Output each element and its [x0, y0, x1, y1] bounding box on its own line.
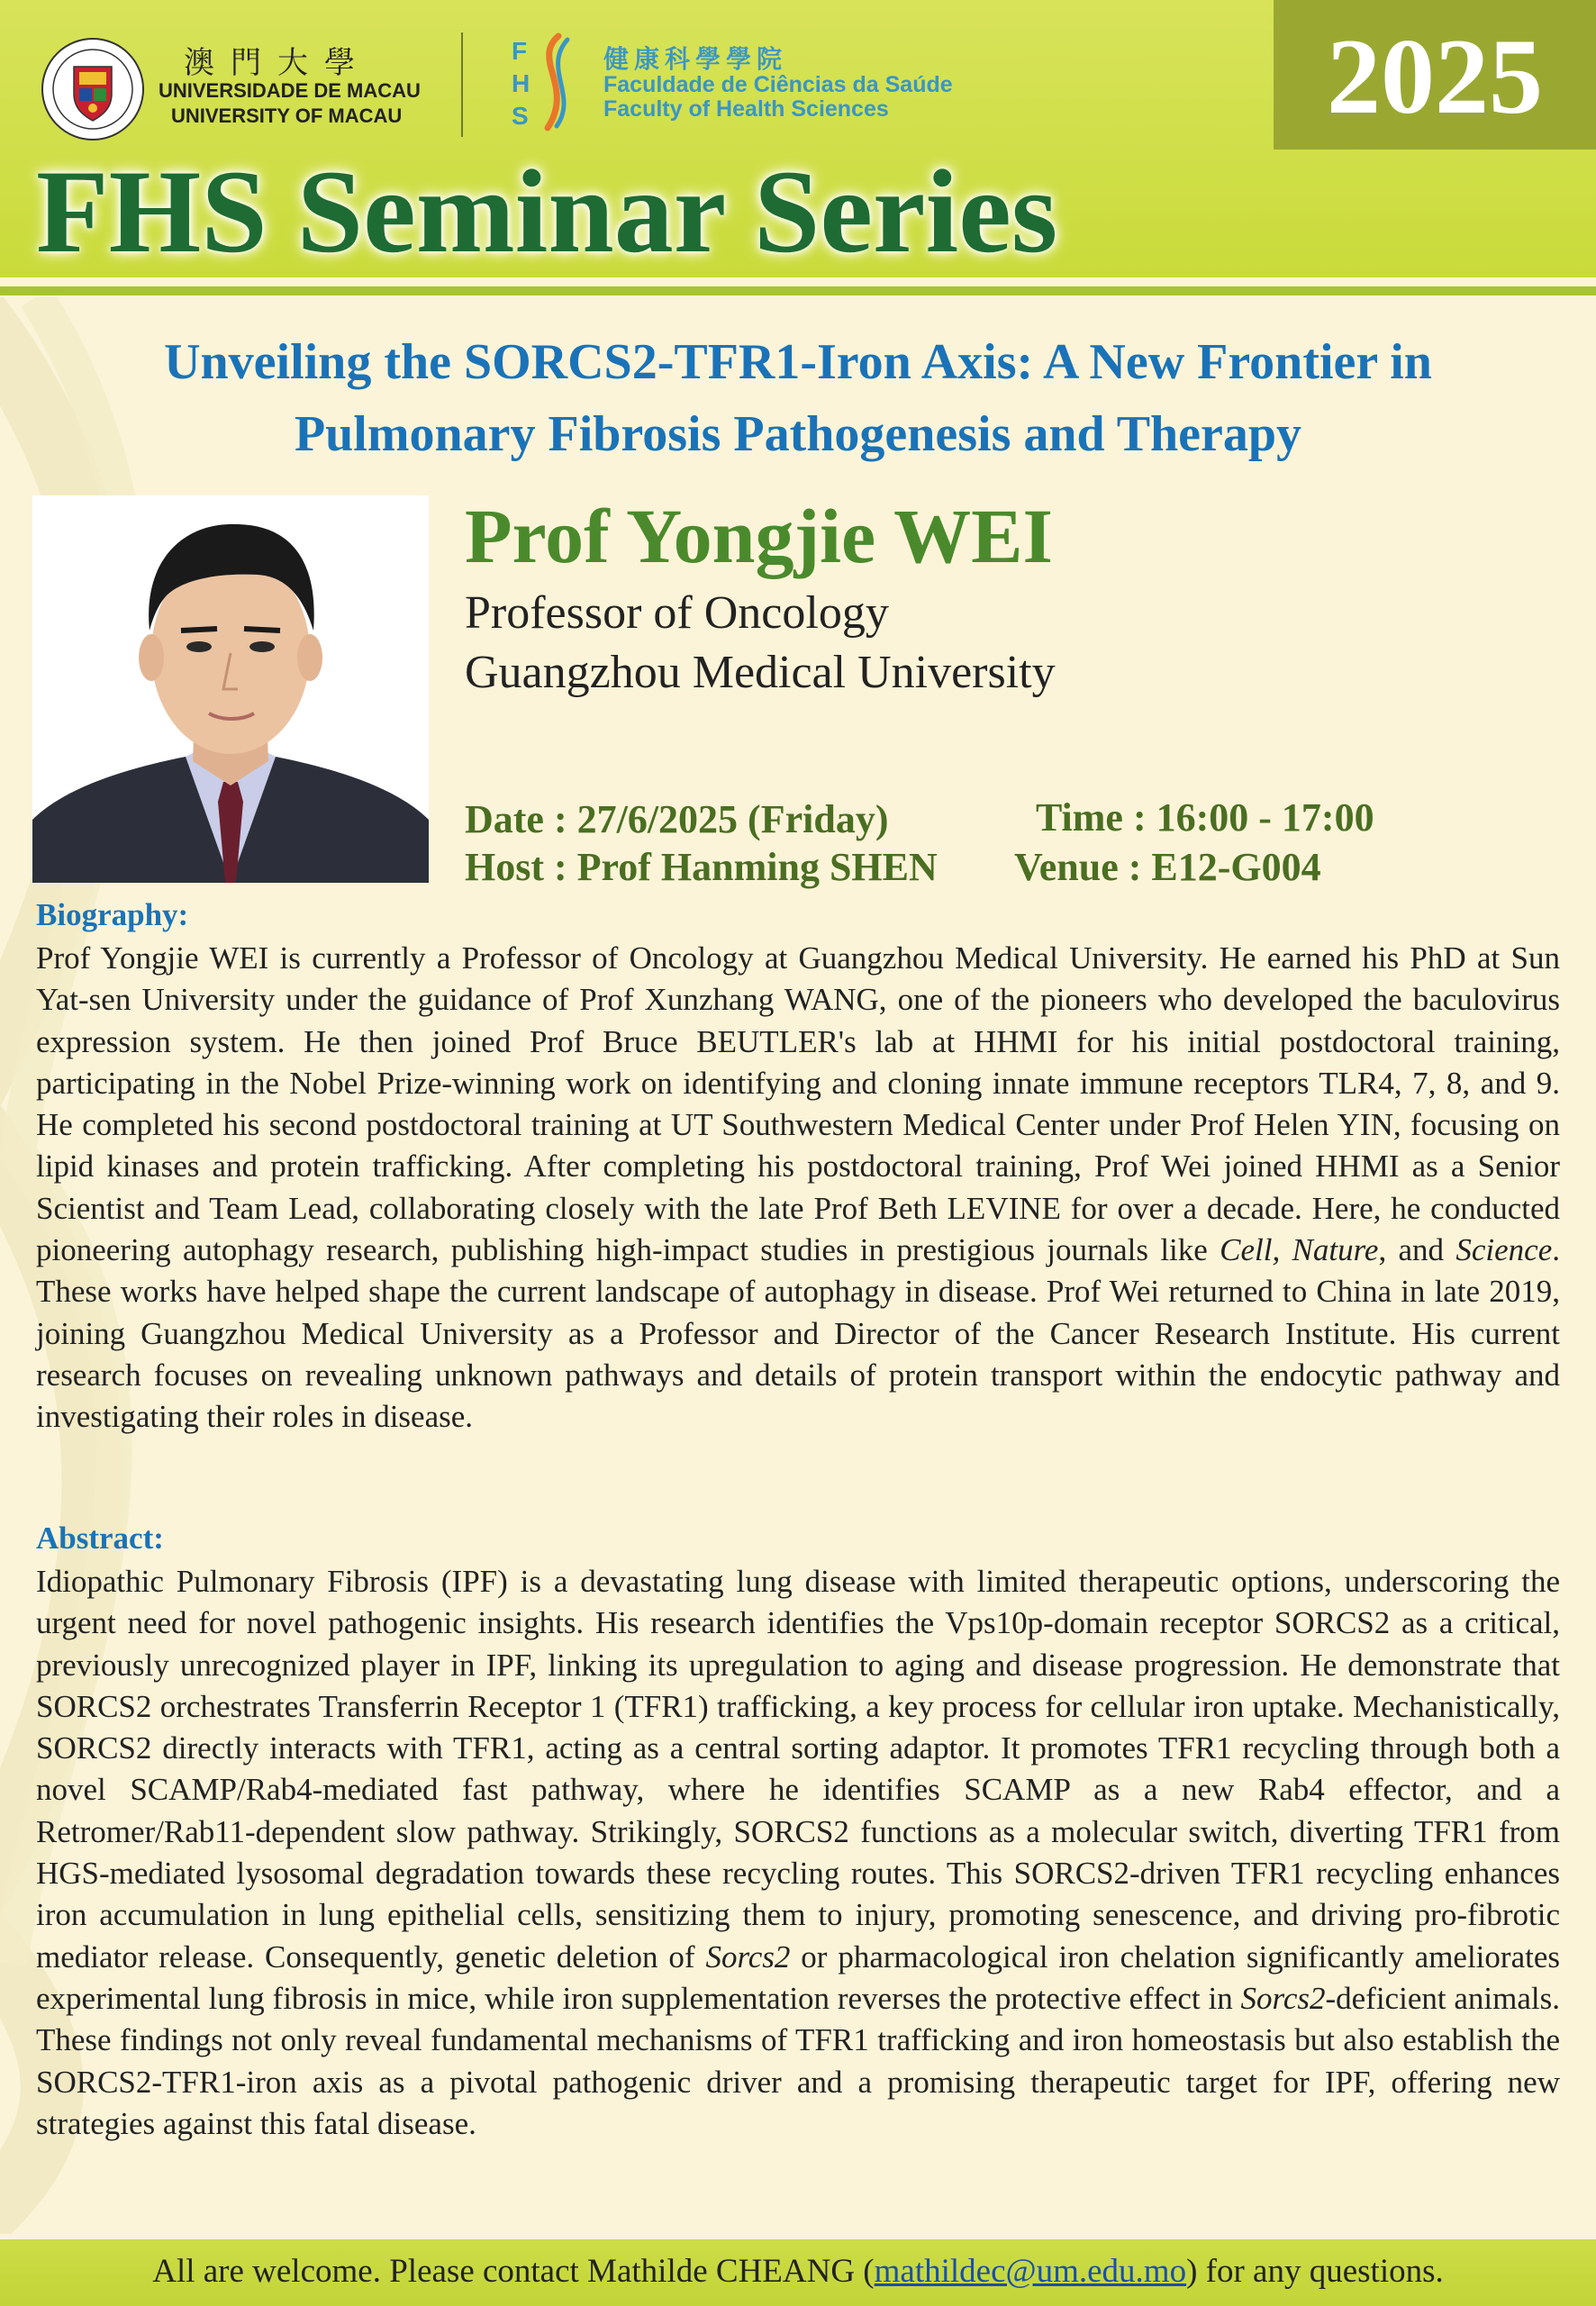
speaker-portrait-icon	[32, 495, 429, 883]
venue-label: Venue :	[1014, 845, 1142, 889]
talk-title	[36, 326, 1560, 470]
year-badge	[1274, 0, 1596, 150]
gene-name: Sorcs2	[1240, 1980, 1326, 2016]
logo-divider	[461, 32, 463, 137]
time-field	[1036, 793, 1374, 843]
speaker-affiliation: Guangzhou Medical University	[465, 647, 1056, 698]
venue-field	[1014, 842, 1321, 893]
um-name-english: UNIVERSITY OF MACAU	[171, 104, 403, 127]
fhs-name-chinese: 健康科學學院	[603, 44, 788, 74]
talk-title-line-1: Unveiling the SORCS2-TFR1-Iron Axis: A New Frontier in	[164, 334, 1432, 390]
journal-name: Science	[1455, 1232, 1553, 1268]
fhs-name-portuguese: Faculdade de Ciências da Saúde	[603, 72, 953, 97]
speaker-name: Prof Yongjie WEI	[465, 493, 1053, 579]
contact-email-link[interactable]: mathildec@um.edu.mo	[874, 2253, 1187, 2290]
abstract-text-part-2: or pharmacological iron chelation significantly ameliorates experimental lung fibrosis in mice, while iron supplementation reverses the protective effect in	[36, 1938, 1560, 2016]
svg-text:H: H	[512, 69, 530, 97]
abstract-text-part-3: -deficient animals. These findings not only reveal fundamental mechanisms of TFR1 trafficking and iron homeostasis but also establish the SORCS2-TFR1-iron axis as a pivotal pathogenic driver and a promising therapeutic target for IPF, offering new strategies against this fatal disease.	[36, 1980, 1560, 2141]
gene-name: Sorcs2	[705, 1938, 791, 1975]
year-text: 2025	[1327, 16, 1543, 136]
abstract-text-part-1: Idiopathic Pulmonary Fibrosis (IPF) is a devastating lung disease with limited therapeutic options, underscoring the urgent need for novel pathogenic insights. His research identifies the Vps10p-domain receptor SORCS2 as a critical, previously unrecognized player in IPF, linking its upregulation to aging and disease progression. He demonstrate that SORCS2 orchestrates Transferrin Receptor 1 (TFR1) trafficking, a key process for cellular iron uptake. Mechanistically, SORCS2 directly interacts with TFR1, acting as a central sorting adaptor. It promotes TFR1 recycling through both a novel SCAMP/Rab4-mediated fast pathway, where he identifies SCAMP as a new Rab4 effector, and a Retromer/Rab11-dependent slow pathway. Strikingly, SORCS2 functions as a molecular switch, diverting TFR1 from HGS-mediated lysosomal degradation towards these recycling routes. This SORCS2-driven TFR1 recycling enhances iron accumulation in lung epithelial cells, sensitizing them to injury, promoting senescence, and driving pro-fibrotic mediator release. Consequently, genetic deletion of	[36, 1564, 1560, 1975]
host-field	[465, 842, 938, 893]
fhs-dna-logo-icon	[504, 32, 576, 132]
time-label: Time :	[1036, 795, 1147, 840]
host-value: Prof Hanming SHEN	[576, 845, 938, 889]
speaker-role: Professor of Oncology	[465, 587, 889, 639]
footer-text	[0, 2252, 1596, 2291]
biography-heading: Biography:	[36, 897, 189, 932]
abstract-text	[36, 1561, 1560, 2145]
date-value: 27/6/2025 (Friday)	[576, 797, 889, 841]
abstract-heading: Abstract:	[36, 1521, 164, 1556]
journal-name: Cell, Nature	[1220, 1232, 1379, 1268]
svg-text:F: F	[512, 37, 528, 65]
um-name-portuguese: UNIVERSIDADE DE MACAU	[159, 79, 421, 102]
header-banner	[0, 0, 1596, 277]
um-name-chinese: 澳門大學	[184, 45, 371, 81]
host-label: Host :	[465, 845, 567, 889]
date-label: Date :	[465, 797, 567, 841]
footer-text-before: All are welcome. Please contact Mathilde CHEANG (	[152, 2253, 875, 2290]
time-value: 16:00 - 17:00	[1156, 795, 1374, 840]
biography-text-part-3: . These works have helped shape the current landscape of autophagy in disease. Prof Wei returned to China in late 2019, joining Guangzhou Medical University as a Professor and Director of the Cancer Research Institute. His current research focuses on revealing unknown pathways and details of protein transport within the endocytic pathway and investigating their roles in disease.	[36, 1232, 1560, 1435]
svg-text:S: S	[512, 102, 529, 130]
header-stripe	[0, 286, 1596, 295]
fhs-name-english: Faculty of Health Sciences	[603, 96, 889, 122]
venue-value: E12-G004	[1151, 845, 1321, 889]
date-field	[465, 794, 888, 845]
university-of-macau-crest-icon	[40, 36, 146, 142]
footer-text-after: ) for any questions.	[1186, 2253, 1444, 2290]
biography-text-part-2: , and	[1378, 1232, 1456, 1268]
series-title: FHS Seminar Series	[36, 145, 1058, 277]
footer-bar	[0, 2239, 1596, 2306]
talk-title-line-2: Pulmonary Fibrosis Pathogenesis and Therapy	[294, 406, 1302, 462]
biography-text	[36, 938, 1560, 1439]
biography-text-part-1: Prof Yongjie WEI is currently a Professor of Oncology at Guangzhou Medical University. He earned his PhD at Sun Yat-sen University under the guidance of Prof Xunzhang WANG, one of the pioneers who developed the baculovirus expression system. He then joined Prof Bruce BEUTLER's lab at HHMI for his initial postdoctoral training, participating in the Nobel Prize-winning work on identifying and cloning innate immune receptors TLR4, 7, 8, and 9. He completed his second postdoctoral training at UT Southwestern Medical Center under Prof Helen YIN, focusing on lipid kinases and protein trafficking. After completing his postdoctoral training, Prof Wei joined HHMI as a Senior Scientist and Team Lead, collaborating closely with the late Prof Beth LEVINE for over a decade. Here, he conducted pioneering autophagy research, publishing high-impact studies in prestigious journals like	[36, 940, 1560, 1268]
speaker-photo	[32, 495, 429, 883]
